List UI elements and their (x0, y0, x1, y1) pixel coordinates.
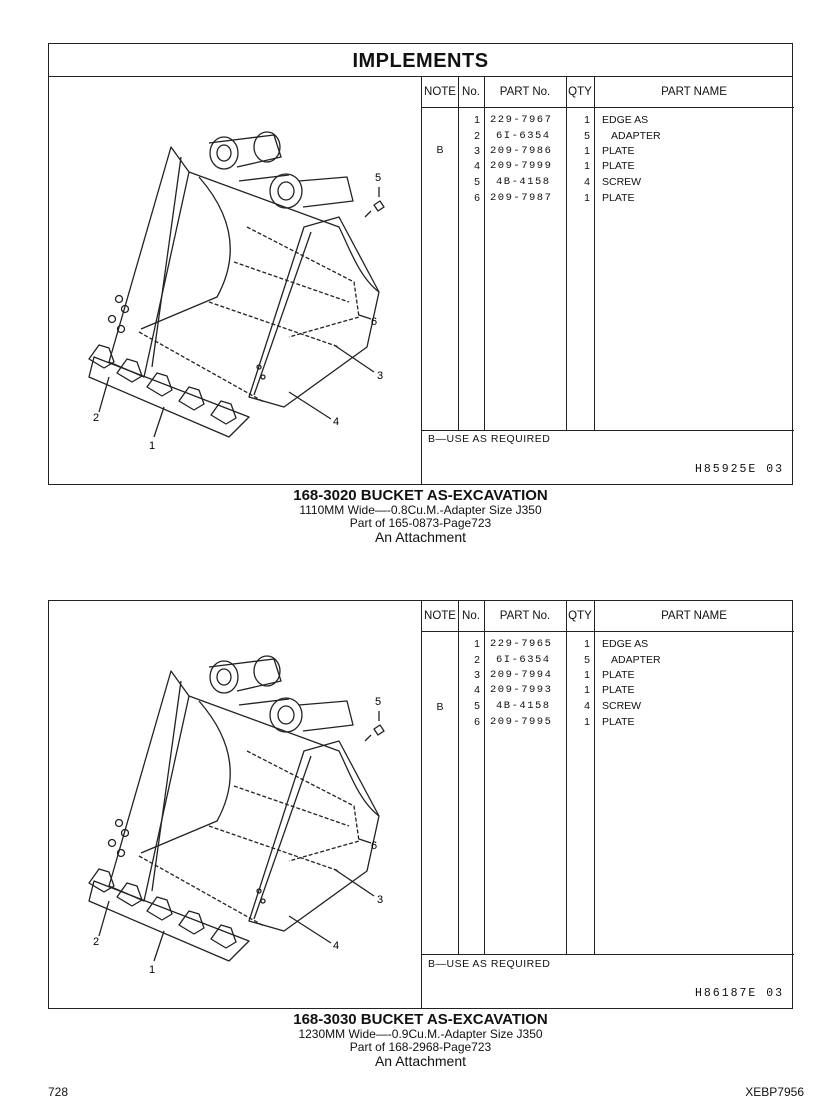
col-part-name: PART NAME (661, 86, 727, 98)
table-row: 4 209-7993 1 PLATE (474, 684, 635, 696)
caption-1 (48, 488, 793, 544)
bucket-drawing-2 (49, 601, 421, 1008)
table-row: 1 229-7967 1 EDGE AS (474, 114, 649, 126)
drawing-number: H85925E 03 (694, 463, 784, 476)
page-title: IMPLEMENTS (352, 50, 489, 72)
page-number: 728 (48, 1085, 69, 1099)
caption-line-1: 1110MM Wide—-0.8Cu.M.-Adapter Size J350 (299, 503, 542, 517)
table-header (422, 601, 794, 632)
col-note: NOTE (424, 86, 456, 98)
caption-line-1: 1230MM Wide—-0.9Cu.M.-Adapter Size J350 (298, 1027, 543, 1041)
table-row: 2 6I-6354 5 ADAPTER (474, 130, 661, 142)
caption-title: 168-3030 BUCKET AS-EXCAVATION (293, 1011, 548, 1028)
table-row: 5 4B-4158 4 SCREW (474, 176, 642, 188)
callout-1: 1 (149, 440, 156, 452)
table-row: 1 229-7965 1 EDGE AS (474, 638, 649, 650)
callout-5: 5 (375, 172, 382, 184)
caption-line-3: An Attachment (374, 529, 467, 545)
callout-4: 4 (333, 416, 340, 428)
footnote: B—USE AS REQUIRED (428, 958, 551, 970)
col-qty: QTY (568, 610, 592, 622)
table-row: 6 209-7987 1 PLATE (474, 192, 635, 204)
callout-5: 5 (375, 696, 382, 708)
callout-3: 3 (377, 894, 384, 906)
bucket-illustration (49, 77, 421, 485)
caption-title: 168-3020 BUCKET AS-EXCAVATION (293, 487, 548, 504)
document-code: XEBP7956 (745, 1085, 804, 1099)
callout-3: 3 (377, 370, 384, 382)
table-header (422, 77, 794, 108)
caption-line-3: An Attachment (374, 1053, 467, 1069)
col-part-name: PART NAME (661, 610, 727, 622)
table-row: 3 209-7986 1 PLATE (474, 145, 635, 157)
col-part-no: PART No. (499, 610, 551, 622)
col-note: NOTE (424, 610, 456, 622)
callout-1: 1 (149, 964, 156, 976)
page-title-bar (48, 43, 793, 77)
caption-line-2: Part of 165-0873-Page723 (349, 516, 492, 530)
table-row: 5 4B-4158 4 SCREW (474, 700, 642, 712)
callout-2: 2 (93, 412, 100, 424)
parts-table-1 (421, 77, 794, 484)
note-code: B (436, 701, 444, 713)
parts-panel-2 (48, 600, 793, 1009)
bucket-drawing-1 (49, 77, 421, 484)
col-part-no: PART No. (499, 86, 551, 98)
caption-2 (48, 1012, 793, 1068)
footnote: B—USE AS REQUIRED (428, 433, 551, 445)
col-qty: QTY (568, 86, 592, 98)
note-code: B (436, 144, 444, 156)
table-row: 3 209-7994 1 PLATE (474, 669, 635, 681)
bucket-illustration (49, 601, 421, 1009)
table-row: 4 209-7999 1 PLATE (474, 160, 635, 172)
callout-6: 6 (371, 316, 378, 328)
drawing-number: H86187E 03 (694, 987, 784, 1000)
caption-line-2: Part of 168-2968-Page723 (349, 1040, 492, 1054)
callout-6: 6 (371, 840, 378, 852)
col-no: No. (462, 610, 480, 622)
callout-4: 4 (333, 940, 340, 952)
parts-table-2 (421, 601, 794, 1008)
table-row: 2 6I-6354 5 ADAPTER (474, 654, 661, 666)
col-no: No. (462, 86, 480, 98)
parts-panel-1 (48, 76, 793, 485)
table-row: 6 209-7995 1 PLATE (474, 716, 635, 728)
callout-2: 2 (93, 936, 100, 948)
